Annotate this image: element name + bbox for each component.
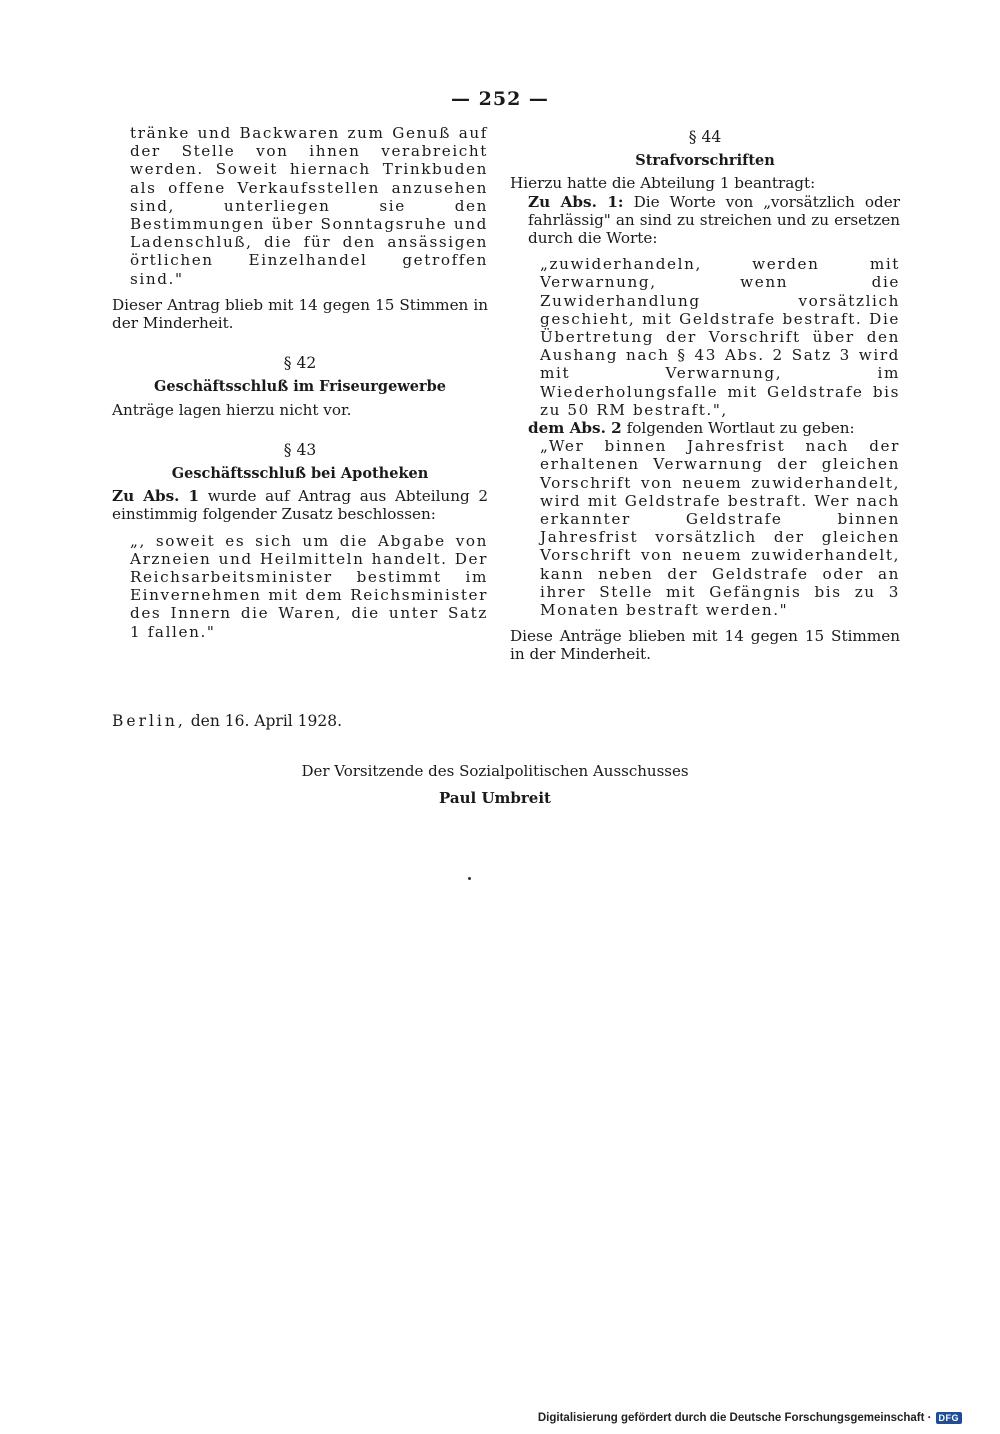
section-44-abs2-text: folgenden Wortlaut zu geben:: [621, 419, 855, 438]
section-42-text: Anträge lagen hierzu nicht vor.: [112, 400, 352, 419]
section-43-number: § 43: [283, 440, 317, 459]
section-44-abs1-quote: „zuwiderhandeln, werden mit Verwarnung, wenn die Zuwiderhandlung vorsätzlich geschieht, mit Geldstrafe bestraft. Die Übertretung der Vorschrift über den Aushang nach § 43 Abs. 2 Satz 3 wird mit Verwarnung, im Wiederholungsfalle mit Geldstrafe bis zu 50 RM bestraft.",: [540, 255, 900, 419]
footer: [538, 1412, 962, 1424]
place: Berlin,: [112, 712, 186, 730]
section-42-number: § 42: [283, 354, 317, 373]
page-number: — 252 —: [451, 88, 549, 110]
section-43-quote: „, soweit es sich um die Abgabe von Arzneien und Heilmitteln handelt. Der Reichsarbeitsminister bestimmt im Einvernehmen mit dem Reichsminister des Innern die Waren, die unter Satz 1 fallen.": [130, 531, 488, 641]
section-43-title: Geschäftsschluß bei Apotheken: [171, 465, 429, 483]
date: den 16. April 1928.: [185, 712, 343, 730]
ink-dot: [468, 877, 471, 880]
section-43-intro: wurde auf Antrag aus Abteilung 2 einstimmig folgender Zusatz beschlossen:: [112, 487, 489, 524]
section-42-title: Geschäftsschluß im Friseurgewerbe: [153, 378, 447, 396]
section-44-abs2: [510, 419, 900, 437]
section-43-lead: Zu Abs. 1: [112, 487, 200, 506]
section-44-intro: Hierzu hatte die Abteilung 1 beantragt:: [510, 174, 816, 193]
section-44-abs2-lead: dem Abs. 2: [528, 419, 622, 438]
continuation-quote: tränke und Backwaren zum Genuß auf der Stelle von ihnen verabreicht werden. Soweit hiernach Trinkbuden als offene Verkaufsstellen anzusehen sind, unterliegen sie den Bestimmungen über Sonntagsruhe und Ladenschluß, die für den ansässigen örtlichen Einzelhandel getroffen sind.": [130, 124, 488, 288]
result-text-right: Diese Anträge blieben mit 14 gegen 15 Stimmen in der Minderheit.: [510, 627, 900, 664]
signature-line: Der Vorsitzende des Sozialpolitischen Ausschusses: [301, 762, 689, 780]
section-44-abs1: [510, 193, 900, 248]
place-date: [112, 712, 342, 730]
result-text-left: Dieser Antrag blieb mit 14 gegen 15 Stimmen in der Minderheit.: [112, 295, 488, 333]
section-44-abs2-quote: „Wer binnen Jahresfrist nach der erhaltenen Verwarnung der gleichen Vorschrift von neuem zuwiderhandelt, wird mit Geldstrafe bestraft. Wer nach erkannter Geldstrafe binnen Jahresfrist vorsätzlich der gleichen Vorschrift von neuem zuwiderhandelt, kann neben der Geldstrafe oder an ihrer Stelle mit Gefängnis bis zu 3 Monaten bestraft werden.": [540, 437, 900, 620]
dfg-logo-icon: DFG: [936, 1412, 963, 1424]
signature-name: Paul Umbreit: [439, 789, 551, 807]
footer-text: Digitalisierung gefördert durch die Deutsche Forschungsgemeinschaft ·: [537, 1412, 932, 1424]
section-44-title: Strafvorschriften: [635, 152, 775, 170]
left-column: [112, 124, 488, 641]
section-44-abs1-text: Die Worte von „vorsätzlich oder fahrlässig" an sind zu streichen und zu ersetzen durch die Worte:: [528, 192, 900, 248]
right-column: [510, 124, 900, 664]
section-44-number: § 44: [688, 128, 722, 146]
section-44-abs1-lead: Zu Abs. 1:: [528, 192, 624, 211]
section-43-paragraph: [112, 487, 488, 523]
